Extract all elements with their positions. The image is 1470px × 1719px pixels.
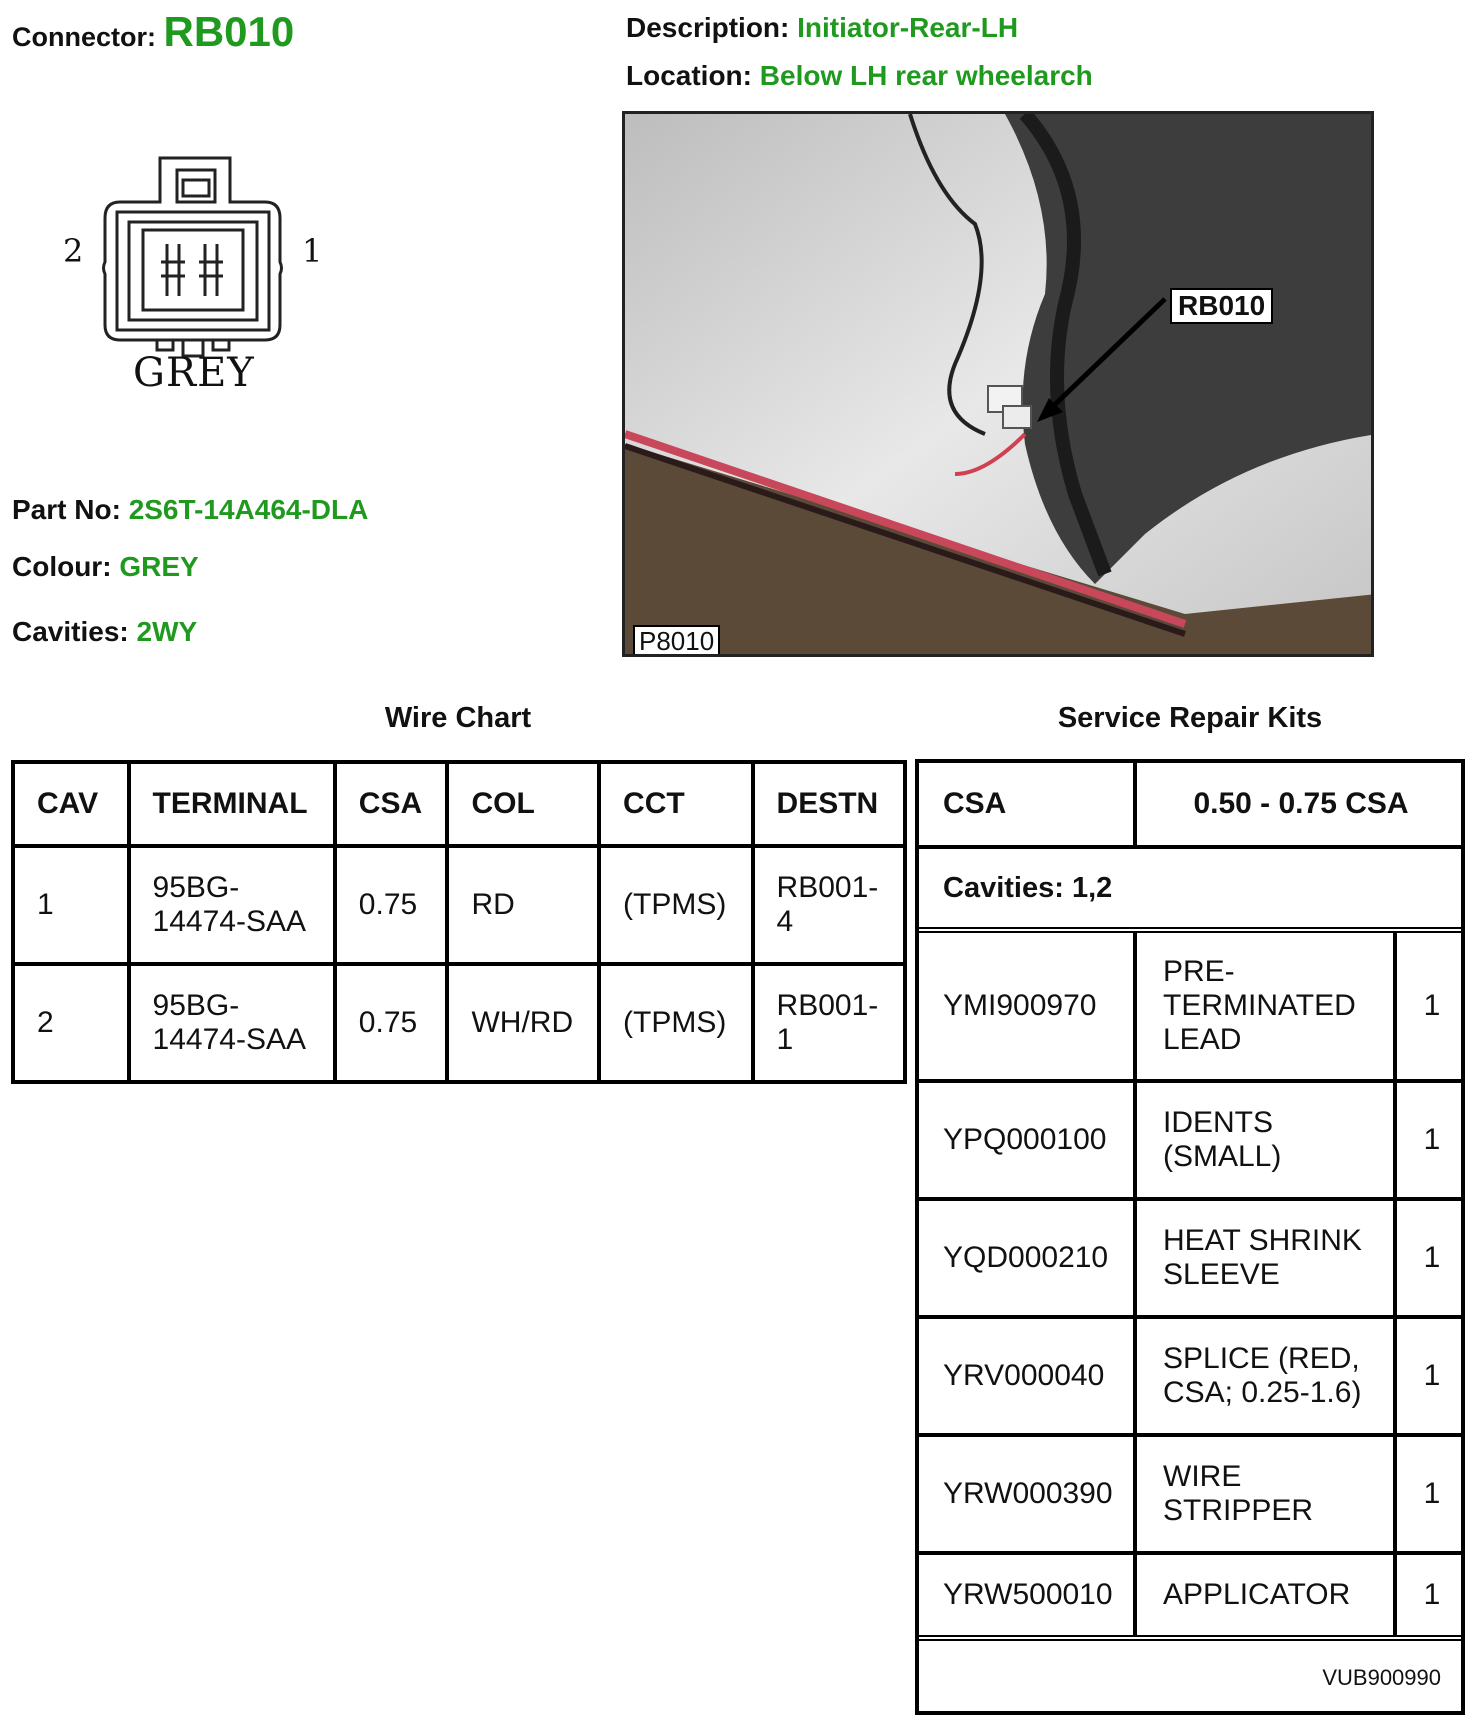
wire-chart-header-row (13, 762, 905, 846)
header-csa: CSA (335, 762, 448, 846)
location-label: Location: (626, 60, 752, 91)
table-row (13, 964, 905, 1082)
cell-terminal: 95BG- 14474-SAA (129, 964, 335, 1082)
header-cct: CCT (599, 762, 753, 846)
list-item (919, 1083, 1461, 1201)
kit-part-number: YMI900970 (919, 933, 1137, 1079)
list-item (919, 933, 1461, 1083)
cell-col: RD (447, 846, 599, 964)
location-photo (622, 111, 1374, 657)
location-value: Below LH rear wheelarch (759, 60, 1093, 91)
kit-quantity: 1 (1423, 1477, 1441, 1510)
repair-kits-title: Service Repair Kits (1057, 702, 1323, 734)
pin-1-label: 1 (302, 232, 323, 270)
header-col: COL (447, 762, 599, 846)
kit-part-number: YQD000210 (919, 1201, 1137, 1315)
connector-colour-caption: GREY (133, 350, 255, 396)
cell-csa: 0.75 (335, 964, 448, 1082)
pin-2-label: 2 (63, 232, 84, 270)
part-number-label: Part No: (12, 494, 121, 525)
list-item (919, 1201, 1461, 1319)
kit-description: IDENTS (SMALL) (1141, 1083, 1397, 1197)
location-line (626, 60, 1093, 92)
kits-cavities-row (919, 849, 1461, 933)
kit-quantity: 1 (1423, 989, 1441, 1022)
list-item (919, 1555, 1461, 1641)
kit-part-number: YRW000390 (919, 1437, 1137, 1551)
wire-chart-table (11, 760, 907, 1084)
cell-col: WH/RD (447, 964, 599, 1082)
kits-csa-label: CSA (919, 763, 1137, 845)
kits-cavities-text: Cavities: 1,2 (943, 871, 1113, 904)
cell-cct: (TPMS) (599, 964, 753, 1082)
cell-csa: 0.75 (335, 846, 448, 964)
cell-destn: RB001- 4 (753, 846, 905, 964)
cell-cav: 1 (13, 846, 129, 964)
colour-value: GREY (119, 551, 199, 582)
table-row (13, 846, 905, 964)
kit-description: PRE- TERMINATED LEAD (1141, 933, 1397, 1079)
list-item (919, 1437, 1461, 1555)
cell-cct: (TPMS) (599, 846, 753, 964)
kits-csa-row (919, 763, 1461, 849)
part-number-value: 2S6T-14A464-DLA (128, 494, 369, 525)
header-destn: DESTN (753, 762, 905, 846)
kit-part-number: YRW500010 (919, 1555, 1137, 1635)
wire-chart-title: Wire Chart (384, 702, 532, 734)
kit-description: WIRE STRIPPER (1141, 1437, 1397, 1551)
kit-description: SPLICE (RED, CSA; 0.25-1.6) (1141, 1319, 1397, 1433)
kit-quantity: 1 (1423, 1123, 1441, 1156)
kit-footer-code: VUB900990 (1322, 1665, 1441, 1690)
connector-label: Connector: (12, 22, 156, 52)
kit-quantity: 1 (1423, 1359, 1441, 1392)
photo-id-label: P8010 (633, 625, 720, 657)
description-label: Description: (626, 12, 790, 43)
cell-cav: 2 (13, 964, 129, 1082)
header-terminal: TERMINAL (129, 762, 335, 846)
connector-face-icon (65, 150, 335, 440)
cavities-value: 2WY (136, 616, 198, 647)
kit-description: HEAT SHRINK SLEEVE (1141, 1201, 1397, 1315)
kit-quantity: 1 (1423, 1578, 1441, 1611)
photo-callout-label: RB010 (1170, 288, 1273, 324)
kit-quantity: 1 (1423, 1241, 1441, 1274)
cavities-line (12, 616, 197, 648)
kit-part-number: YRV000040 (919, 1319, 1137, 1433)
connector-id: RB010 (163, 8, 295, 55)
list-item (919, 1319, 1461, 1437)
kit-part-number: YPQ000100 (919, 1083, 1137, 1197)
colour-line (12, 551, 199, 583)
connector-face-diagram (65, 150, 335, 440)
kits-csa-range: 0.50 - 0.75 CSA (1193, 787, 1409, 820)
cell-destn: RB001- 1 (753, 964, 905, 1082)
wheelarch-photo-illustration (625, 114, 1374, 657)
colour-label: Colour: (12, 551, 112, 582)
description-line (626, 12, 1018, 44)
cell-terminal: 95BG- 14474-SAA (129, 846, 335, 964)
kit-description: APPLICATOR (1141, 1555, 1397, 1635)
repair-kits-table (915, 759, 1465, 1715)
header-cav: CAV (13, 762, 129, 846)
part-number-line (12, 494, 368, 526)
cavities-label: Cavities: (12, 616, 129, 647)
description-value: Initiator-Rear-LH (797, 12, 1019, 43)
connector-heading (12, 8, 294, 56)
